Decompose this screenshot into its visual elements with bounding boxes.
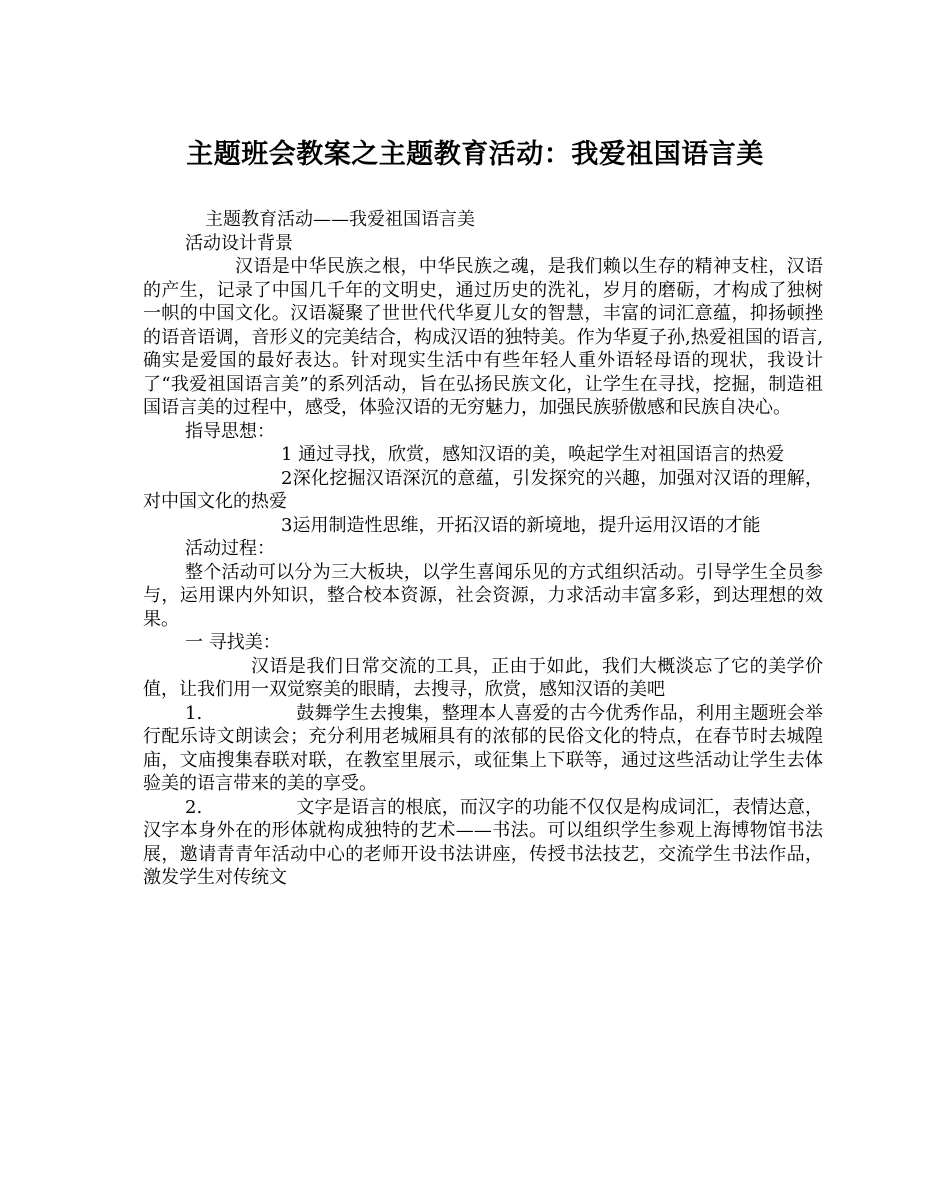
paragraph-guidance-2: 2深化挖掘汉语深沉的意蕴，引发探究的兴趣，加强对汉语的理解，对中国文化的热爱 — [143, 467, 823, 512]
document-body — [143, 208, 823, 890]
paragraph-item-1: 1. 鼓舞学生去搜集，整理本人喜爱的古今优秀作品，利用主题班会举行配乐诗文朗读会；充分利用老城厢具有的浓郁的民俗文化的特点，在春节时去城隍庙，文庙搜集春联对联，在教室里展示，或征集上下联等，通过这些活动让学生去体验美的语言带来的美的享受。 — [143, 702, 823, 794]
paragraph-heading-process: 活动过程： — [185, 538, 275, 559]
paragraph-background: 汉语是中华民族之根，中华民族之魂，是我们赖以生存的精神支柱，汉语的产生，记录了中国几千年的文明史，通过历史的洗礼，岁月的磨砺，才构成了独树一帜的中国文化。汉语凝聚了世世代代华夏儿女的智慧，丰富的词汇意蕴，抑扬顿挫的语音语调，音形义的完美结合，构成汉语的独特美。作为华夏子孙,热爱祖国的语言,确实是爱国的最好表达。针对现实生活中有些年轻人重外语轻母语的现状，我设计了“我爱祖国语言美”的系列活动，旨在弘扬民族文化，让学生在寻找，挖掘，制造祖国语言美的过程中，感受，体验汉语的无穷魅力，加强民族骄傲感和民族自决心。 — [143, 256, 823, 418]
paragraph-subtitle: 主题教育活动——我爱祖国语言美 — [205, 209, 475, 230]
paragraph-find-beauty-intro: 汉语是我们日常交流的工具，正由于如此，我们大概淡忘了它的美学价值，让我们用一双觉察美的眼睛，去搜寻，欣赏，感知汉语的美吧 — [143, 655, 823, 700]
paragraph-heading-background: 活动设计背景 — [185, 232, 293, 254]
paragraph-guidance-1: 1 通过寻找，欣赏，感知汉语的美，唤起学生对祖国语言的热爱 — [281, 444, 785, 465]
document-title: 主题班会教案之主题教育活动：我爱祖国语言美 — [186, 139, 764, 170]
paragraph-item-2: 2. 文字是语言的根底，而汉字的功能不仅仅是构成词汇，表情达意，汉字本身外在的形体就构成独特的艺术——书法。可以组织学生参观上海博物馆书法展，邀请青青年活动中心的老师开设书法讲座，传授书法技艺，交流学生书法作品，激发学生对传统文 — [143, 796, 823, 888]
paragraph-guidance-3: 3运用制造性思维，开拓汉语的新境地，提升运用汉语的才能 — [281, 514, 761, 536]
paragraph-heading-guidance: 指导思想： — [185, 420, 275, 442]
paragraph-heading-find-beauty: 一 寻找美： — [185, 632, 281, 653]
paragraph-process: 整个活动可以分为三大板块，以学生喜闻乐见的方式组织活动。引导学生全员参与，运用课内外知识，整合校本资源，社会资源，力求活动丰富多彩，到达理想的效果。 — [143, 561, 823, 630]
